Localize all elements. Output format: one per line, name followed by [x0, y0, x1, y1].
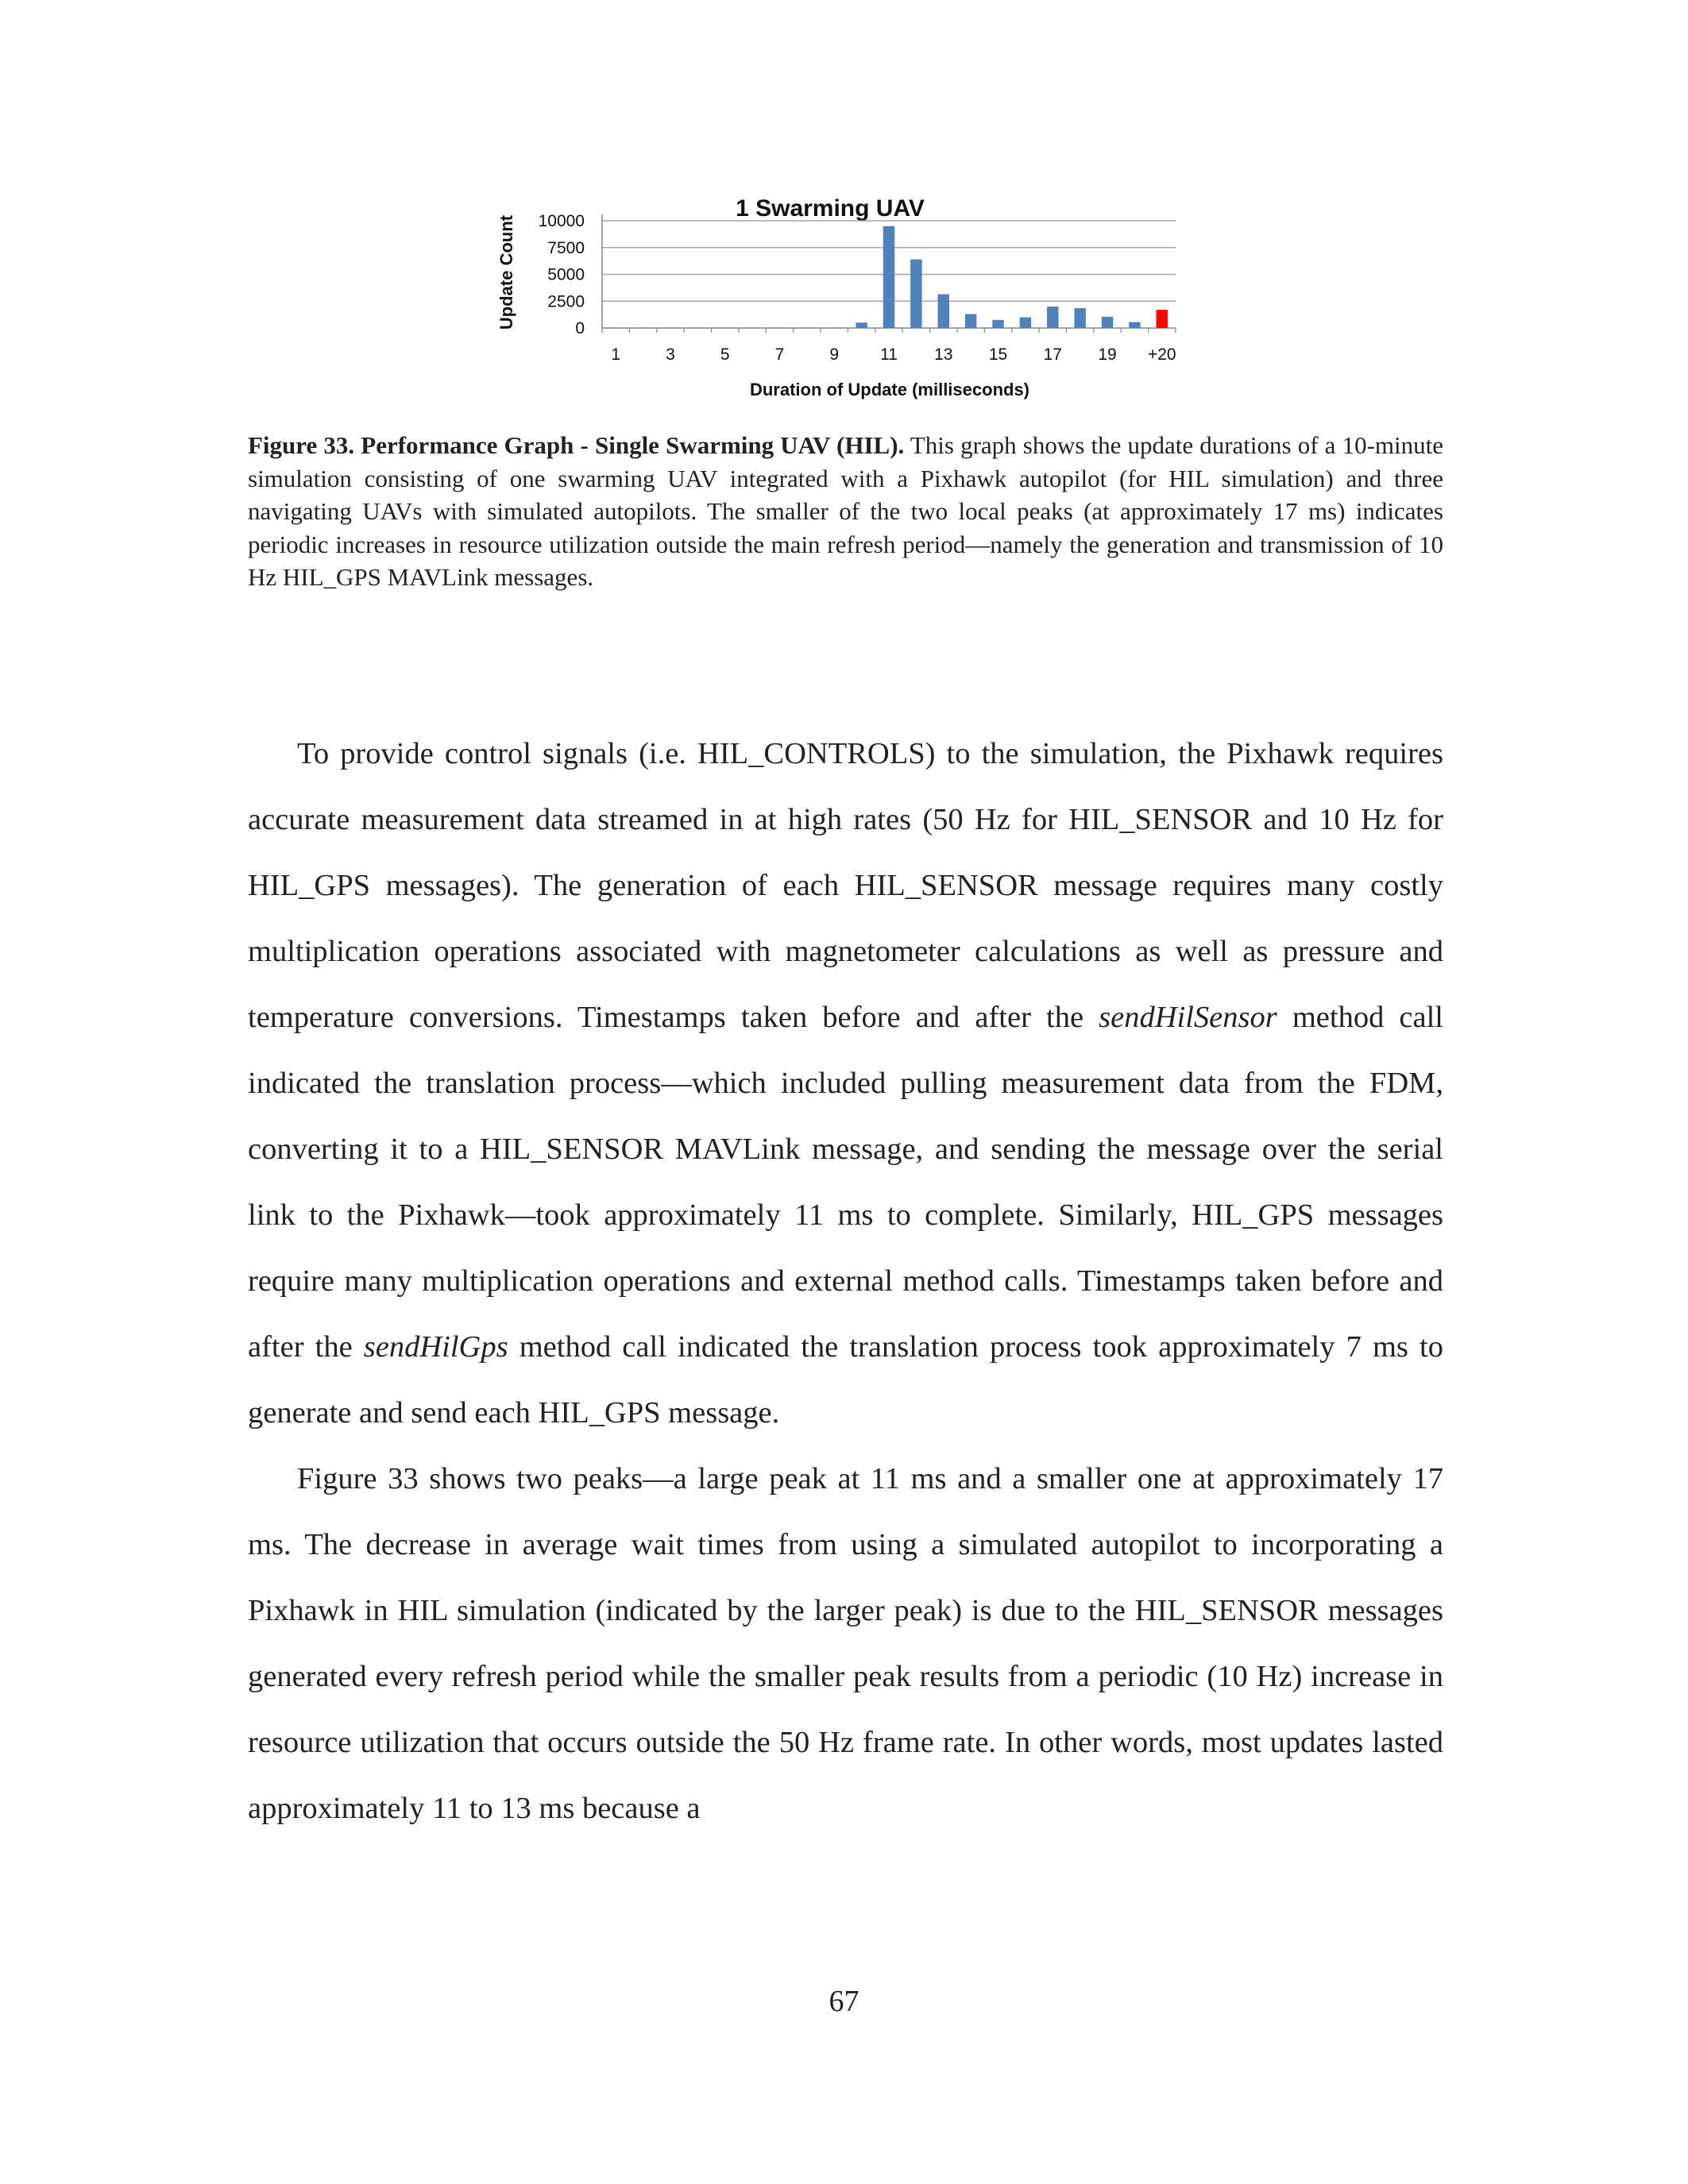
x-tick-label: 9 [829, 345, 840, 364]
figure-caption [248, 429, 1443, 594]
bar-16 [1020, 318, 1031, 329]
x-tick-label: 13 [934, 345, 953, 364]
paragraph-1-part-c: method call indicated the translation process took approximately 7 ms to generate and send each HIL_GPS message. [248, 1330, 1443, 1430]
figure-title: Performance Graph - Single Swarming UAV (HIL). [361, 431, 905, 459]
bar-11 [883, 226, 894, 328]
paragraph-1-part-b: method call indicated the translation process—which included pulling measurement data from the FDM, converting it to a HIL_SENSOR MAVLink message, and sending the message over the serial link to the Pixhawk—took approximately 11 ms to complete. Similarly, HIL_GPS messages require many multiplication operations and external method calls. Timestamps taken before and after the [248, 1001, 1443, 1364]
y-tick-label: 5000 [547, 265, 585, 284]
bar-18 [1074, 308, 1085, 328]
x-tick-label: 11 [880, 345, 898, 364]
figure-label: Figure 33. [248, 431, 355, 459]
chart-title: 1 Swarming UAV [736, 195, 925, 222]
bar-15 [992, 320, 1003, 328]
performance-bar-chart [477, 183, 1207, 421]
bar-20 [1129, 322, 1140, 328]
y-tick-label: 0 [575, 319, 585, 338]
x-axis-ticks [611, 345, 1176, 364]
figure-caption-text: This graph shows the update durations of a 10-minute simulation consisting of one swarming UAV integrated with a Pixhawk autopilot (for HIL simulation) and three navigating UAVs with simulated autopilots. The smaller of the two local peaks (at approximately 17 ms) indicates periodic increases in resource utilization outside the main refresh period—namely the generation and transmission of 10 Hz HIL_GPS MAVLink messages. [248, 431, 1443, 591]
x-tick-label: 19 [1098, 345, 1117, 364]
x-tick-label: +20 [1147, 345, 1176, 364]
paragraph-1 [248, 721, 1443, 1446]
bars [856, 226, 1168, 328]
x-tick-label: 1 [611, 345, 621, 364]
bar-19 [1102, 317, 1113, 328]
bar-+20 [1157, 310, 1168, 328]
y-tick-label: 7500 [547, 238, 585, 257]
x-tick-label: 15 [988, 345, 1008, 364]
method-name-send-hil-sensor: sendHilSensor [1099, 1001, 1277, 1034]
y-tick-label: 2500 [547, 292, 585, 311]
x-tick-label: 7 [774, 345, 785, 364]
x-tick-label: 5 [720, 345, 730, 364]
bar-10 [856, 322, 867, 328]
body-text [248, 721, 1443, 1842]
x-tick-label: 3 [666, 345, 675, 364]
page-number: 67 [829, 1985, 859, 2018]
x-tick-label: 17 [1043, 345, 1062, 364]
bar-12 [910, 260, 921, 328]
paragraph-2: Figure 33 shows two peaks—a large peak at 11 ms and a smaller one at approximately 17 ms. The decrease in average wait times from using a simulated autopilot to incorporating a Pixhawk in HIL simulation (indicated by the larger peak) is due to the HIL_SENSOR messages generated every refresh period while the smaller peak results from a periodic (10 Hz) increase in resource utilization that occurs outside the 50 Hz frame rate. In other words, most updates lasted approximately 11 to 13 ms because a [248, 1462, 1443, 1825]
x-axis-title: Duration of Update (milliseconds) [749, 380, 1030, 399]
bar-14 [965, 314, 976, 328]
method-name-send-hil-gps: sendHilGps [363, 1330, 508, 1364]
y-axis-title: Update Count [496, 214, 516, 330]
y-tick-label: 10000 [538, 212, 585, 230]
bar-13 [938, 294, 949, 328]
bar-17 [1047, 307, 1058, 328]
paragraph-1-part-a: To provide control signals (i.e. HIL_CONTROLS) to the simulation, the Pixhawk requires accurate measurement data streamed in at high rates (50 Hz for HIL_SENSOR and 10 Hz for HIL_GPS messages). The generation of each HIL_SENSOR message requires many costly multiplication operations associated with magnetometer calculations as well as pressure and temperature conversions. Timestamps taken before and after the [248, 737, 1443, 1034]
y-axis-ticks [539, 212, 585, 338]
